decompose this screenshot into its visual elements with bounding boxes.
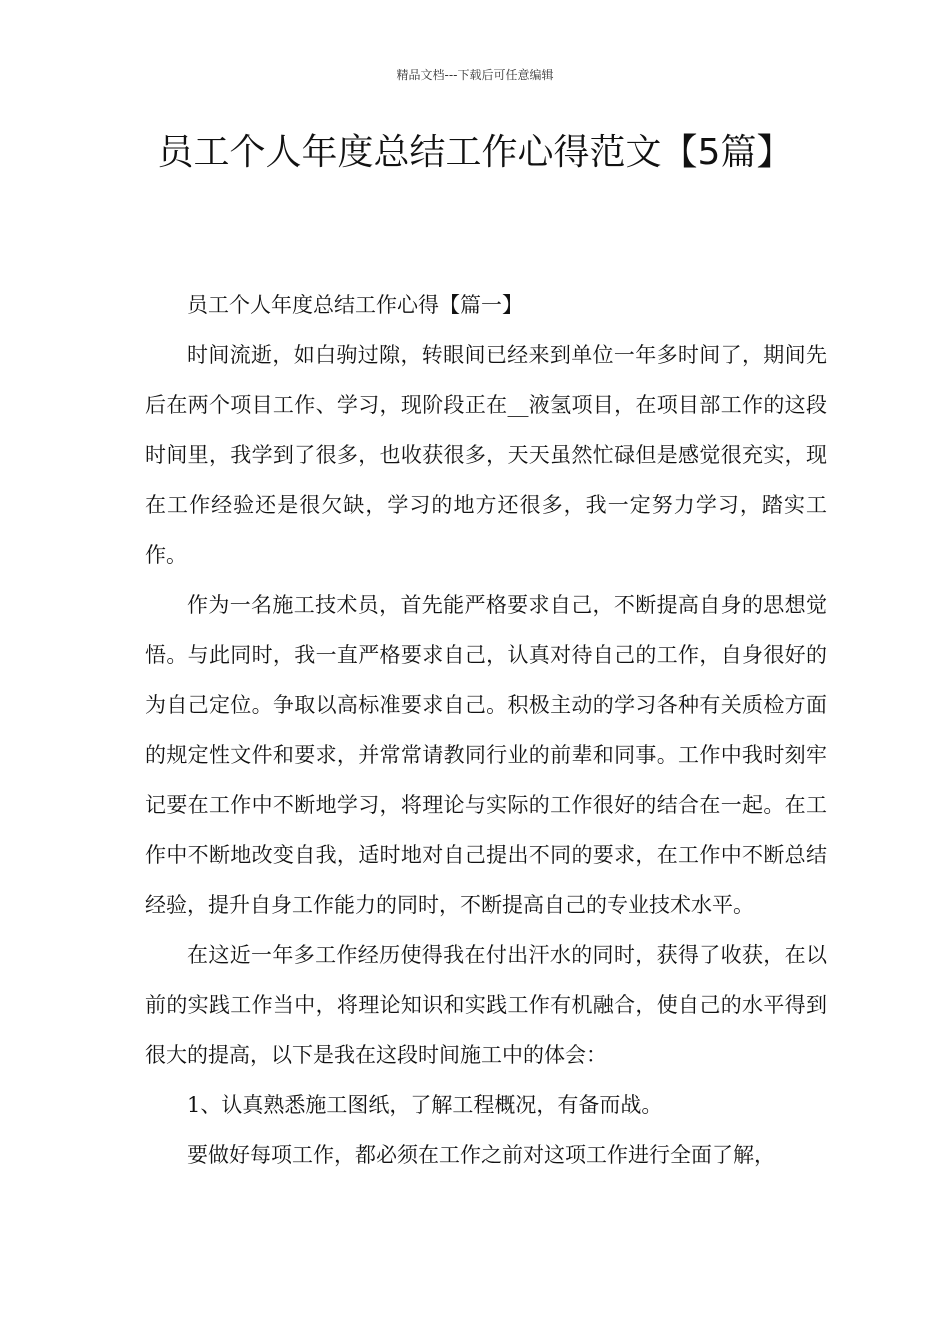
header-note: 精品文档---下载后可任意编辑 — [396, 68, 554, 82]
paragraph-1: 时间流逝，如白驹过隙，转眼间已经来到单位一年多时间了，期间先后在两个项目工作、学习，现阶段正在__液氢项目，在项目部工作的这段时间里，我学到了很多，也收获很多，天天虽然忙碌但是感觉很充实，现在工作经验还是很欠缺，学习的地方还很多，我一定努力学习，踏实工作。 — [145, 343, 827, 567]
paragraph-3: 在这近一年多工作经历使得我在付出汗水的同时，获得了收获，在以前的实践工作当中，将理论知识和实践工作有机融合，使自己的水平得到很大的提高，以下是我在这段时间施工中的体会： — [145, 943, 827, 1067]
section-heading: 员工个人年度总结工作心得【篇一】 — [187, 293, 523, 317]
document-title: 员工个人年度总结工作心得范文【5篇】 — [157, 132, 793, 173]
document-body — [145, 280, 827, 1180]
paragraph-5: 要做好每项工作，都必须在工作之前对这项工作进行全面了解， — [187, 1143, 775, 1167]
paragraph-4: 1、认真熟悉施工图纸，了解工程概况，有备而战。 — [187, 1093, 663, 1117]
paragraph-2: 作为一名施工技术员，首先能严格要求自己，不断提高自身的思想觉悟。与此同时，我一直严格要求自己，认真对待自己的工作，自身很好的为自己定位。争取以高标准要求自己。积极主动的学习各种有关质检方面的规定性文件和要求，并常常请教同行业的前辈和同事。工作中我时刻牢记要在工作中不断地学习，将理论与实际的工作很好的结合在一起。在工作中不断地改变自我，适时地对自己提出不同的要求，在工作中不断总结经验，提升自身工作能力的同时，不断提高自己的专业技术水平。 — [145, 593, 827, 917]
